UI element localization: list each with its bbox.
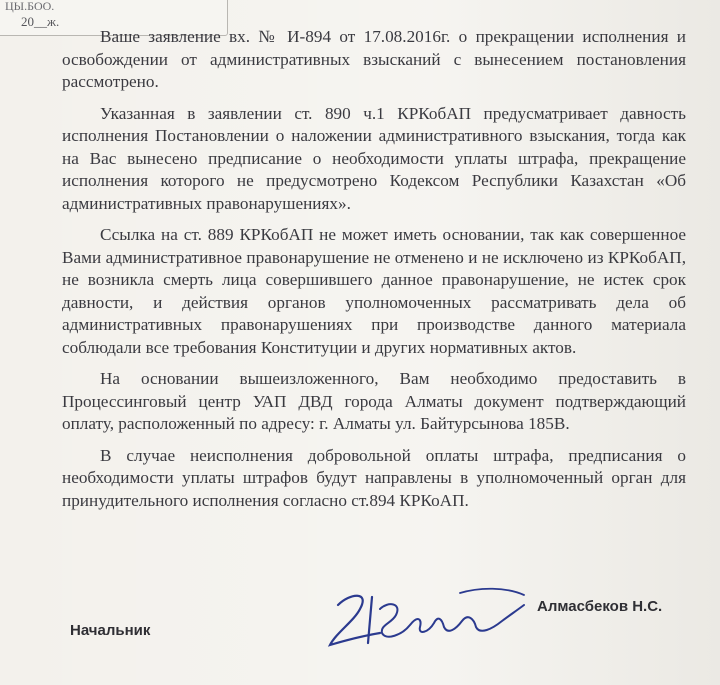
stamp-line-2: 20__ж. (21, 14, 60, 29)
signer-name: Алмасбеков Н.С. (537, 598, 663, 615)
paragraph-1: Ваше заявление вх. № И-894 от 17.08.2016г. о прекращении исполнения и освобождении от административных взысканий с вынесением постановления рассмотрено. (62, 27, 686, 91)
handwritten-signature (310, 575, 530, 655)
paragraph-4: На основании вышеизложенного, Вам необходимо предоставить в Процессинговый центр УАП ДВД города Алматы документ подтверждающий оплату, расположенный по адресу: г. Алматы ул. Байтурсынова 185В. (62, 369, 686, 433)
paragraph-3: Ссылка на ст. 889 КРКобАП не может иметь основании, так как совершенное Вами административное правонарушение не отменено и не исключено из КРКобАП, не возникла смерть лица совершившего данное правонарушение, не истек срок давности, и действия органов уполномоченных рассматривать дела об административных правонарушениях при производстве данного материала соблюдали все требования Конституции и других нормативных актов. (62, 225, 686, 357)
signer-title: Начальник (70, 622, 151, 639)
stamp-line-1: ЦЫ.БОО. (5, 0, 55, 13)
paragraph-5: В случае неисполнения добровольной оплаты штрафа, предписания о необходимости уплаты штрафов будут направлены в уполномоченный орган для принудительного исполнения согласно ст.894 КРКоАП. (62, 445, 686, 510)
paragraph-2: Указанная в заявлении ст. 890 ч.1 КРКобАП предусматривает давность исполнения Постановлении о наложении административного взыскания, тогда как на Вас вынесено предписание о необходимости уплаты штрафа, прекращение исполнения которого не предусмотрено Кодексом Республики Казахстан «Об административных правонарушениях». (62, 103, 686, 213)
